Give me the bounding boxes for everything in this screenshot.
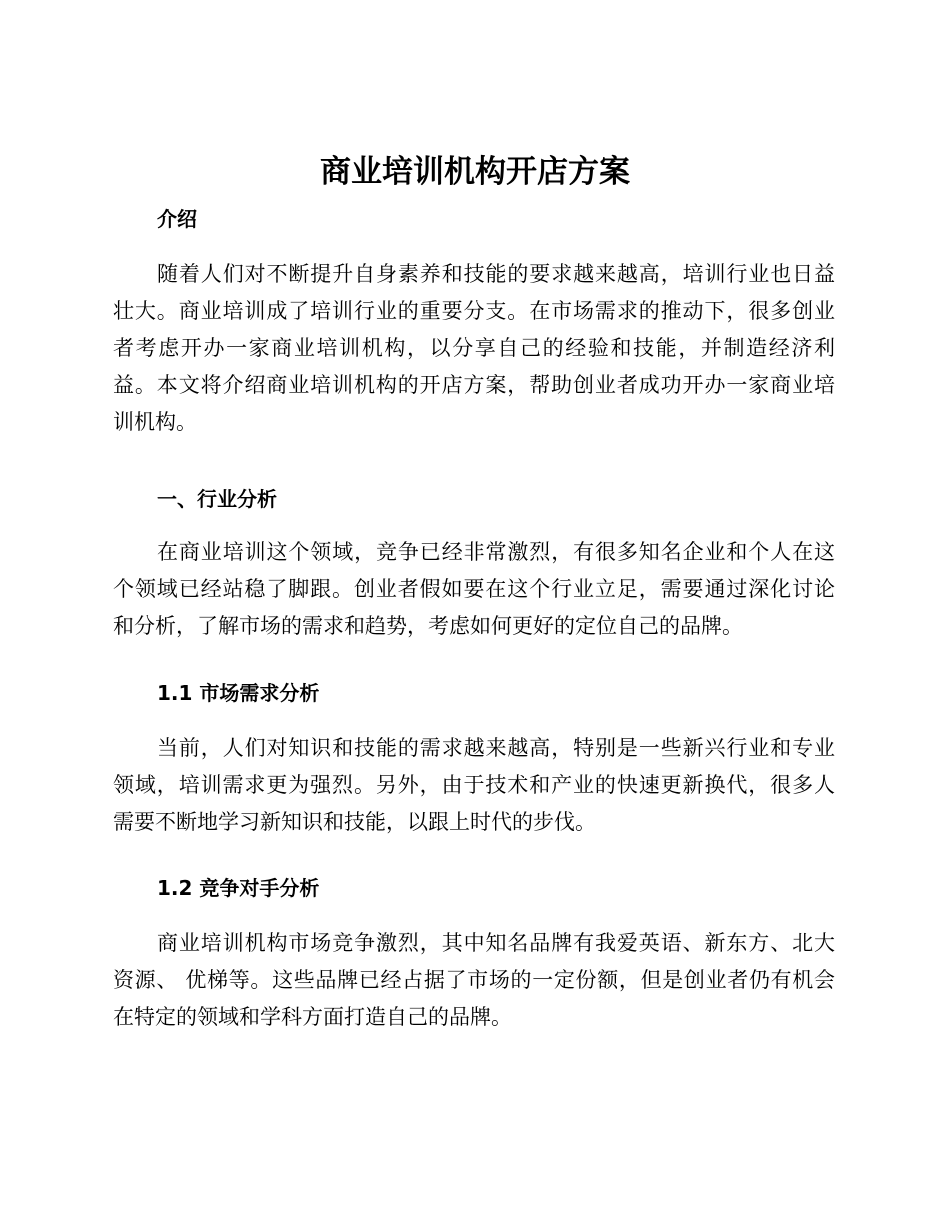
section-heading-introduction: 介绍 — [157, 207, 197, 231]
paragraph-line: 在特定的领域和学科方面打造自己的品牌。 — [113, 1005, 512, 1029]
paragraph-line: 者考虑开办一家商业培训机构，以分享自己的经验和技能，并制造经济利 — [113, 336, 835, 360]
paragraph-line: 在商业培训这个领域，竞争已经非常激烈，有很多知名企业和个人在这 — [157, 540, 835, 564]
paragraph-line: 益。本文将介绍商业培训机构的开店方案，帮助创业者成功开办一家商业培 — [113, 373, 835, 397]
paragraph-line: 壮大。商业培训成了培训行业的重要分支。在市场需求的推动下，很多创业 — [113, 299, 835, 323]
paragraph-market-demand — [113, 730, 835, 841]
paragraph-introduction — [113, 256, 835, 441]
paragraph-line: 资源、 优梯等。这些品牌已经占据了市场的一定份额，但是创业者仍有机会 — [113, 968, 835, 992]
section-heading-industry-analysis: 一、行业分析 — [157, 487, 277, 511]
paragraph-line: 个领域已经站稳了脚跟。创业者假如要在这个行业立足，需要通过深化讨论 — [113, 577, 835, 601]
section-heading-competitor-analysis: 1.2 竞争对手分析 — [157, 876, 320, 900]
page-title: 商业培训机构开店方案 — [320, 154, 630, 190]
section-heading-market-demand: 1.1 市场需求分析 — [157, 681, 320, 705]
paragraph-line: 商业培训机构市场竞争激烈，其中知名品牌有我爱英语、新东方、北大 — [157, 931, 835, 955]
paragraph-competitor-analysis — [113, 925, 835, 1036]
paragraph-line: 当前，人们对知识和技能的需求越来越高，特别是一些新兴行业和专业 — [157, 736, 835, 760]
paragraph-line: 领域，培训需求更为强烈。另外，由于技术和产业的快速更新换代，很多人 — [113, 773, 835, 797]
paragraph-line: 和分析，了解市场的需求和趋势，考虑如何更好的定位自己的品牌。 — [113, 614, 743, 638]
paragraph-industry-analysis — [113, 534, 835, 645]
paragraph-line: 训机构。 — [113, 410, 197, 434]
paragraph-line: 随着人们对不断提升自身素养和技能的要求越来越高，培训行业也日益 — [157, 262, 835, 286]
paragraph-line: 需要不断地学习新知识和技能，以跟上时代的步伐。 — [113, 810, 596, 834]
